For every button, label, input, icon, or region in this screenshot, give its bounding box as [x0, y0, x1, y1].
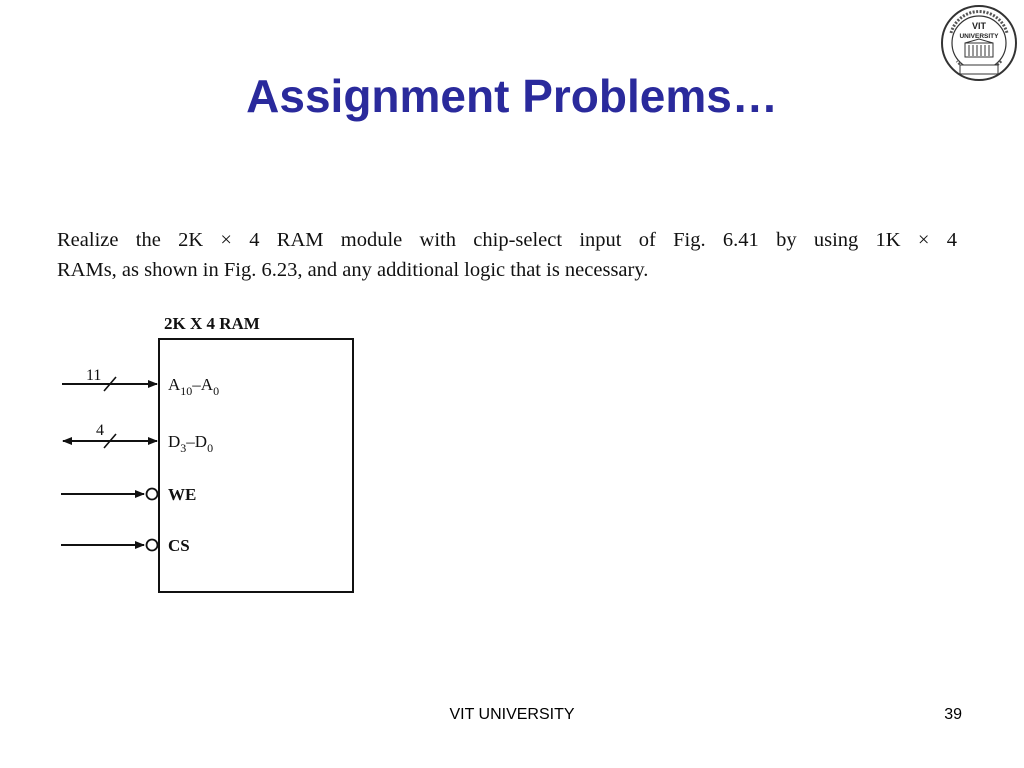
- data-bus: [63, 422, 157, 448]
- address-pin-label: $A_{10}-A_0$: [168, 375, 220, 398]
- data-bus-width: 4: [96, 422, 104, 439]
- logo-text-university: UNIVERSITY: [959, 33, 999, 40]
- cs-inversion-bubble: [147, 540, 158, 551]
- we-pin-label: WE: [168, 485, 197, 504]
- slide-title: Assignment Problems…: [246, 70, 778, 122]
- address-bus-width: 11: [86, 367, 102, 384]
- ram-block-label: 2K X 4 RAM: [164, 314, 260, 333]
- address-bus: [62, 367, 157, 391]
- logo-text-vit: VIT: [971, 21, 987, 31]
- footer-label: VIT UNIVERSITY: [449, 706, 575, 723]
- we-input: [61, 489, 158, 500]
- problem-line-1: Realize the 2K × 4 RAM module with chip-select input of Fig. 6.41 by using 1K × 4: [57, 229, 957, 251]
- we-inversion-bubble: [147, 489, 158, 500]
- cs-input: [61, 540, 158, 551]
- problem-line-2: RAMs, as shown in Fig. 6.23, and any additional logic that is necessary.: [57, 259, 649, 281]
- page-number: 39: [944, 706, 962, 723]
- data-pin-label: $D_3-D_0$: [168, 432, 214, 455]
- cs-pin-label: CS: [168, 536, 190, 555]
